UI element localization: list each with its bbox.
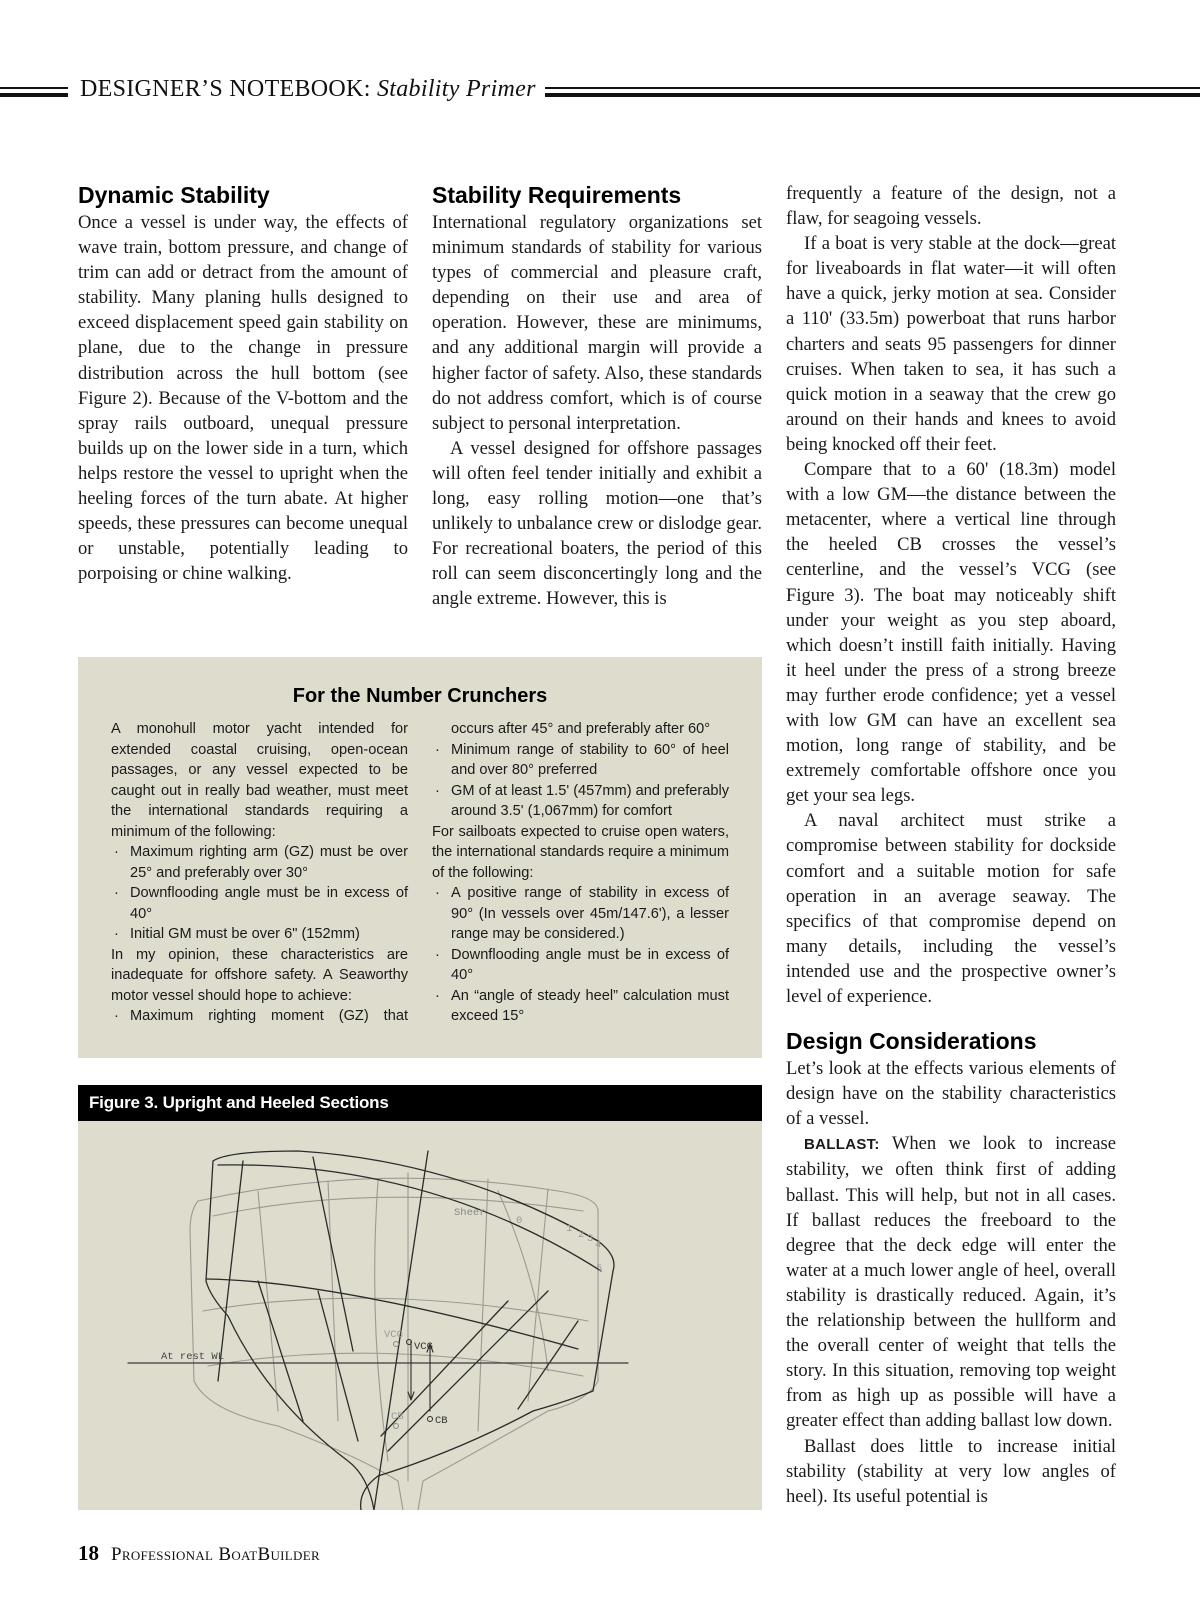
column-3 xyxy=(786,181,1116,1509)
label-station-5: 5 xyxy=(596,1263,603,1275)
sidebar-sail-intro: For sailboats expected to cruise open waters, the international standards require a minimum of the following: xyxy=(432,823,729,881)
bullet-icon: · xyxy=(435,946,440,963)
figure-caption-bar xyxy=(78,1085,762,1121)
paragraph: A vessel designed for offshore passages will often feel tender initially and exhibit a long, easy rolling motion—one that’s unlikely to unbalance crew or dislodge gear. For recreational boaters, the period of this roll can seem disconcertingly long and the angle extreme. However, this is xyxy=(432,437,762,610)
page-footer xyxy=(78,1541,320,1566)
paragraph: frequently a feature of the design, not a flaw, for seagoing vessels. xyxy=(786,183,1116,230)
header-title xyxy=(80,76,536,103)
list-item: · GM of at least 1.5' (457mm) and preferably around 3.5' (1,067mm) for comfort xyxy=(435,782,729,819)
paragraph: Let’s look at the effects various elements of design have on the stability characteristics of a vessel. xyxy=(786,1058,1116,1130)
label-vcg-heeled: VCG xyxy=(414,1341,433,1353)
heading-dynamic-stability: Dynamic Stability xyxy=(78,182,270,208)
running-header xyxy=(0,72,1200,112)
bullet-icon: · xyxy=(435,885,440,901)
bullet-icon: · xyxy=(435,987,440,1004)
sidebar-title: For the Number Crunchers xyxy=(292,685,548,707)
list-item: · Downflooding angle must be in excess of 40° xyxy=(114,885,408,922)
list-item: · Initial GM must be over 6" (152mm) xyxy=(111,924,408,945)
figure-caption: Figure 3. Upright and Heeled Sections xyxy=(89,1093,389,1112)
label-station-3: 3 xyxy=(587,1233,594,1245)
label-vcg-upright: VCG xyxy=(384,1329,403,1341)
page-number: 18 xyxy=(78,1541,99,1565)
bullet-icon: · xyxy=(114,885,119,901)
list-item: · An “angle of steady heel” calculation must exceed 15° xyxy=(435,987,729,1024)
column-2 xyxy=(432,181,762,612)
list-item: · Maximum righting arm (GZ) must be over 25° and preferably over 30° xyxy=(114,844,408,881)
label-sheer: Sheer xyxy=(454,1207,486,1219)
label-station-1: 1 xyxy=(566,1223,573,1235)
sidebar-opinion: In my opinion, these characteristics are inadequate for offshore safety. A Seaworthy motor vessel should hope to achieve: xyxy=(111,946,408,1004)
hull-sections-drawing xyxy=(78,1121,762,1510)
bullet-icon: · xyxy=(435,741,440,758)
column-1 xyxy=(78,181,408,586)
label-station-4: 4 xyxy=(595,1239,602,1251)
heading-design-considerations: Design Considerations xyxy=(786,1028,1037,1055)
label-station-2: 2 xyxy=(578,1229,585,1241)
figure-3 xyxy=(78,1085,762,1510)
list-item: · Downflooding angle must be in excess of 40° xyxy=(435,946,729,983)
paragraph: A naval architect must strike a compromise between stability for dockside comfort and a suitable motion for safe operation in an average seaway. The specifics of that compromise depend on many details, including the vessel’s intended use and the prospective owner’s level of experience. xyxy=(786,810,1116,1007)
paragraph: Once a vessel is under way, the effects of wave train, bottom pressure, and change of trim can add or detract from the amount of stability. Many planing hulls designed to exceed displacement speed gain stability on plane, due to the change in pressure distribution across the hull bottom (see Figure 2). Because of the V-bottom and the spray rails outboard, unequal pressure builds up on the lower side in a turn, which helps restore the vessel to upright when the heeling forces of the turn abate. At higher speeds, these pressures can become unequal or unstable, potentially leading to porpoising or chine walking. xyxy=(78,212,408,585)
list-item: · Maximum righting moment (GZ) that xyxy=(111,1006,408,1027)
list-seaworthy xyxy=(111,1006,408,1027)
header-subtitle: Stability Primer xyxy=(376,76,536,102)
paragraph-ballast: BALLAST: When we look to increase stability, we often think first of adding ballast. This will help, but not in all cases. If ballast reduces the freeboard to the degree that the deck edge will enter the water at a much lower angle of heel, overall stability is drastically reduced. Again, it’s the relationship between the hullform and the overall center of weight that tells the story. In this situation, removing top weight from as high up as possible will have a greater effect than adding ballast low down. xyxy=(786,1133,1116,1432)
label-cb-upright: CB xyxy=(391,1411,404,1423)
paragraph: Compare that to a 60' (18.3m) model with a low GM—the distance between the metacenter, where a vertical line through the heeled CB crosses the vessel’s centerline, and the vessel’s VCG (see Figure 3). The boat may noticeably shift under your weight as you step aboard, which doesn’t instill faith initially. Having it heel under the press of a strong breeze may further erode confidence; yet a vessel with low GM can have an excellent sea motion, long range of stability, and be extremely comfortable offshore once you get your sea legs. xyxy=(786,459,1116,807)
publication-name: Professional BoatBuilder xyxy=(111,1544,320,1565)
heading-stability-requirements: Stability Requirements xyxy=(432,182,682,208)
bullet-icon: · xyxy=(114,926,119,942)
bullet-icon: · xyxy=(114,1008,119,1024)
run-in-head-ballast: BALLAST: xyxy=(804,1136,880,1154)
sidebar-column-left xyxy=(111,719,408,1027)
paragraph: If a boat is very stable at the dock—great for liveaboards in flat water—it will often have a quick, jerky motion at sea. Consider a 110' (33.5m) powerboat that runs harbor charters and seats 95 passengers for dinner cruises. When taken to sea, it has such a quick motion in a seaway that the crew go around on their hands and knees to avoid being knocked off their feet. xyxy=(786,233,1116,455)
sidebar-column-right xyxy=(432,719,729,1027)
header-section: DESIGNER’S NOTEBOOK: xyxy=(80,76,371,102)
paragraph: International regulatory organizations set minimum standards of stability for various types of commercial and pleasure craft, depending on their use and area of operation. However, these are minimums, and any additional margin will provide a higher factor of safety. Also, these standards do not address comfort, which is of course subject to personal interpretation. xyxy=(432,212,762,434)
list-item: · Minimum range of stability to 60° of heel and over 80° preferred xyxy=(435,741,729,778)
list-international-motor xyxy=(111,842,408,945)
paragraph: Ballast does little to increase initial stability (stability at very low angles of heel). Its useful potential is xyxy=(786,1435,1116,1507)
bullet-icon: · xyxy=(435,782,440,799)
list-item-continued: occurs after 45° and preferably after 60° xyxy=(451,721,711,737)
label-cb-heeled: CB xyxy=(435,1415,448,1427)
label-station-0: 0 xyxy=(516,1215,523,1227)
list-item: · A positive range of stability in excess of 90° (In vessels over 45m/147.6'), a lesser range may be considered.) xyxy=(435,885,729,942)
list-sailboat xyxy=(432,883,729,1027)
list-seaworthy-continued xyxy=(432,719,729,822)
bullet-icon: · xyxy=(114,844,119,860)
sidebar-number-crunchers xyxy=(78,657,762,1058)
label-waterline: At rest WL xyxy=(161,1351,225,1363)
header-rule-right xyxy=(545,87,1200,97)
sidebar-intro: A monohull motor yacht intended for extended coastal cruising, open-ocean passages, or any vessel expected to be caught out in really bad weather, must meet the international standards requiring a minimum of the following: xyxy=(111,721,408,840)
header-rule-left xyxy=(0,87,68,97)
